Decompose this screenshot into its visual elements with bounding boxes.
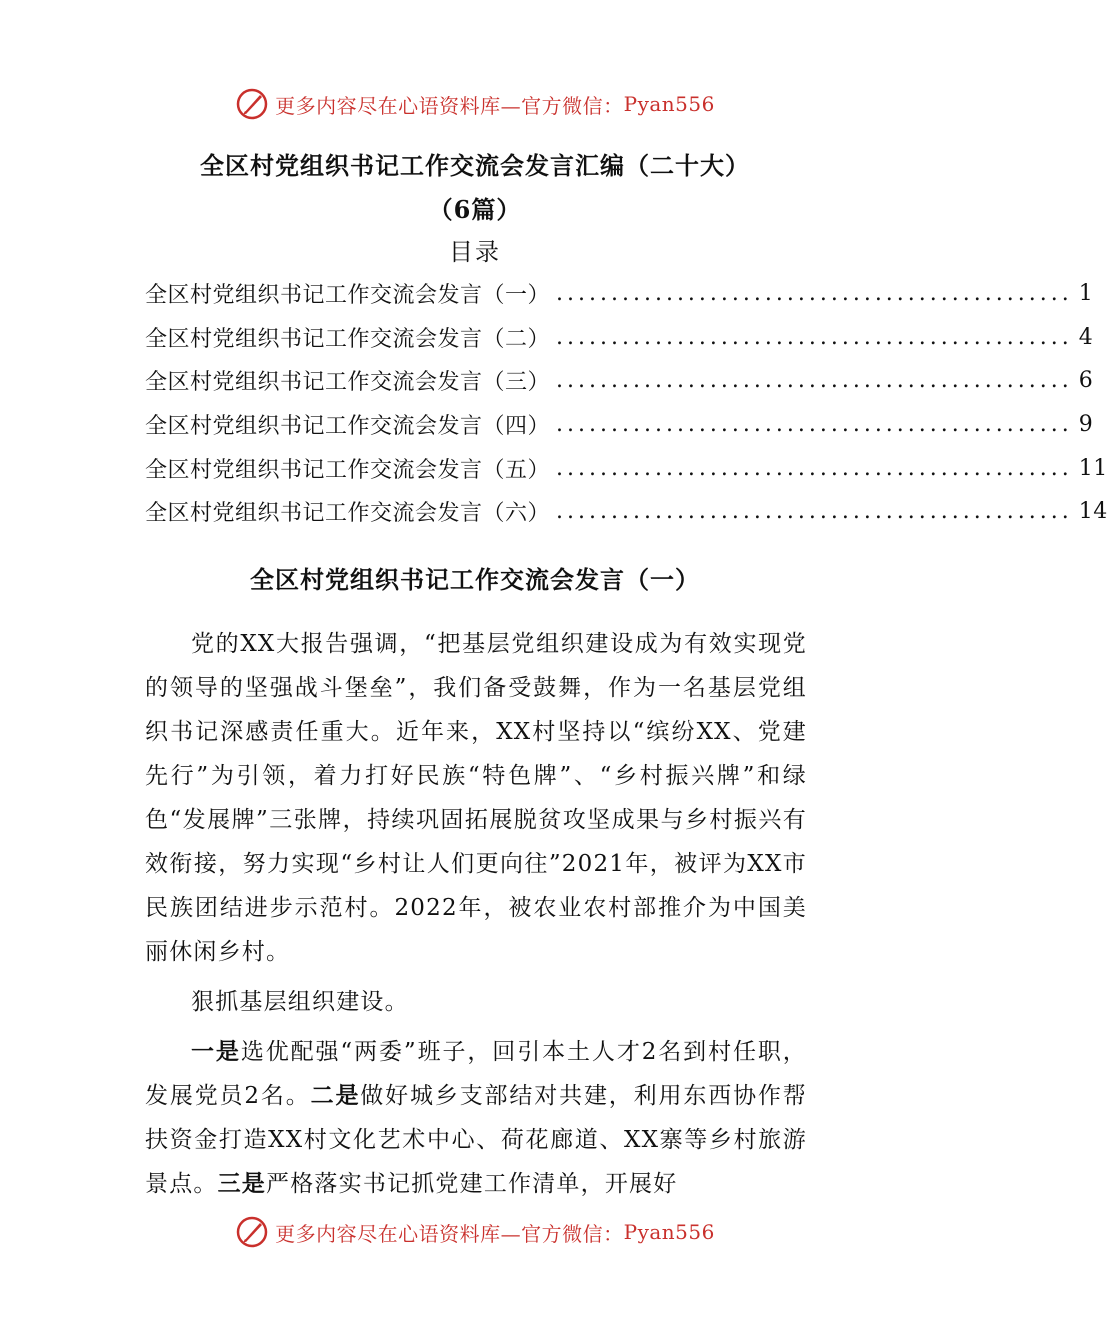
toc-entry[interactable]: [145, 490, 1108, 534]
toc-entry-label: 全区村党组织书记工作交流会发言（三）: [145, 370, 551, 396]
body-paragraph: 狠抓基层组织建设。: [191, 989, 409, 1015]
body-paragraph: 党的XX大报告强调，“把基层党组织建设成为有效实现党的领导的坚强战斗堡垒”，我们备受鼓舞，作为一名基层党组织书记深感责任重大。近年来，XX村坚持以“缤纷XX、党建先行”为引领，着力打好民族“特色牌”、“乡村振兴牌”和绿色“发展牌”三张牌，持续巩固拓展脱贫攻坚成果与乡村振兴有效衔接，努力实现“乡村让人们更向往”2021年，被评为XX市民族团结进步示范村。2022年，被农业农村部推介为中国美丽休闲乡村。: [145, 631, 807, 965]
quill-pen-logo-icon: [235, 1215, 269, 1249]
toc-entry[interactable]: [145, 403, 1094, 447]
section-title: 全区村党组织书记工作交流会发言（一）: [250, 565, 700, 594]
toc-entry-page: 9: [1078, 412, 1094, 438]
toc-leader-dots: ...............................................: [556, 324, 1073, 350]
toc-leader-dots: ...............................................: [556, 368, 1073, 394]
toc-entry[interactable]: [145, 359, 1094, 403]
paragraph-text: 选优配强“两委”班子，回引本土人才2名到村任职，发展党员2名。: [145, 1039, 807, 1109]
toc-entry-label: 全区村党组织书记工作交流会发言（一）: [145, 283, 551, 309]
bold-lead: 二是: [310, 1082, 361, 1109]
body-paragraph: [145, 1030, 807, 1206]
wechat-id: Pyan556: [623, 1220, 715, 1244]
toc-entry-label: 全区村党组织书记工作交流会发言（六）: [145, 501, 551, 527]
toc-entry-page: 11: [1078, 455, 1108, 481]
toc-entry[interactable]: [145, 316, 1094, 360]
toc-entry-page: 6: [1078, 368, 1094, 394]
watermark-banner-bottom: [0, 1212, 950, 1252]
watermark-text: 更多内容尽在心语资料库—官方微信：: [275, 93, 624, 118]
toc-leader-dots: ...............................................: [556, 455, 1073, 481]
toc-entry[interactable]: [145, 272, 1094, 316]
toc-entry-label: 全区村党组织书记工作交流会发言（五）: [145, 457, 551, 483]
toc-entry-label: 全区村党组织书记工作交流会发言（四）: [145, 414, 551, 440]
paragraph-text: 做好城乡支部结对共建，利用东西协作帮扶资金打造XX村文化艺术中心、荷花廊道、XX寨等乡村旅游景点。: [145, 1083, 807, 1197]
bold-lead: 三是: [217, 1170, 267, 1197]
toc-leader-dots: ...............................................: [556, 412, 1073, 438]
toc-entry-page: 14: [1078, 499, 1108, 525]
bold-lead: 一是: [191, 1038, 241, 1065]
wechat-id: Pyan556: [623, 92, 715, 116]
toc-entry-label: 全区村党组织书记工作交流会发言（二）: [145, 326, 551, 352]
watermark-banner-top: [0, 84, 950, 124]
document-subtitle: （6篇）: [428, 195, 522, 224]
toc-entry[interactable]: [145, 446, 1108, 490]
toc-leader-dots: ...............................................: [556, 499, 1073, 525]
toc-leader-dots: ...............................................: [556, 281, 1073, 307]
table-of-contents: [145, 272, 1108, 534]
paragraph-text: 严格落实书记抓党建工作清单，开展好: [266, 1171, 678, 1197]
quill-pen-logo-icon: [235, 87, 269, 121]
section-body: [145, 622, 807, 1206]
toc-heading: 目录: [449, 238, 501, 266]
document-title: 全区村党组织书记工作交流会发言汇编（二十大）: [200, 151, 750, 180]
toc-entry-page: 1: [1078, 281, 1094, 307]
toc-entry-page: 4: [1078, 324, 1094, 350]
watermark-text: 更多内容尽在心语资料库—官方微信：: [275, 1221, 624, 1246]
